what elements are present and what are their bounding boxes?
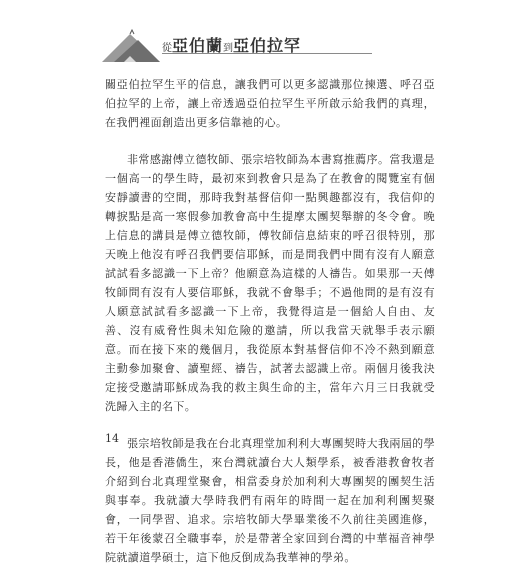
paragraph-chang: 張宗培牧師是我在台北真理堂加利利大專團契時大我兩屆的學長，他是香港僑生，來台灣就讀台大人類學系，被香港教會牧者介紹到台北真理堂聚會，相當委身於加利利大專團契的團契生活與事奉。我就讀大學時我們有兩年的時間一起在加利利團契聚會，一同學習、追求。宗培牧師大學畢業後不久前往美國進修，若干年後蒙召全職事奉，於是帶著全家回到台灣的中華福音神學院就讀道學碩士，這下他反倒成為我華神的學弟。 [105, 437, 435, 564]
title-part2: 亞伯拉罕 [233, 36, 302, 55]
page-number: 14 [105, 432, 119, 445]
body-text [105, 75, 435, 585]
title-mid: 到 [223, 43, 234, 54]
title-part1: 亞伯蘭 [172, 36, 224, 55]
mountain-icon [100, 28, 162, 64]
paragraph-thanks: 非常感謝傅立德牧師、張宗培牧師為本書寫推薦序。當我還是一個高一的學生時，最初來到教會只是為了在教會的閱覽室有個安靜讀書的空間，那時我對基督信仰一點興趣都沒有，我信仰的轉捩點是高一寒假參加教會高中生提摩太團契舉辦的冬令會。晚上信息的講員是傅立德牧師，傅牧師信息結束的呼召很特別，那天晚上他沒有呼召我們要信耶穌，而是問我們中間有沒有人願意試試看多認識一下上帝？他願意為這樣的人禱告。如果那一天傅牧師問有沒有人要信耶穌，我就不會舉手；不過他問的是有沒有人願意試試看多認識一下上帝，我覺得這是一個給人自由、友善、沒有威脅性與未知危險的邀請，所以我當天就舉手表示願意。而在接下來的幾個月，我從原本對基督信仰不冷不熱到願意主動參加聚會、讀聖經、禱告，試著去認識上帝。兩個月後我決定接受邀請耶穌成為我的救主與生命的主，當年六月三日我就受洗歸入主的名下。 [105, 153, 435, 413]
running-header [100, 28, 480, 68]
running-title [162, 33, 301, 56]
paragraph-continued: 關亞伯拉罕生平的信息，讓我們可以更多認識那位揀選、呼召亞伯拉罕的上帝，讓上帝透過亞伯拉罕生平所啟示給我們的真理，在我們裡面創造出更多信靠祂的心。 [105, 78, 435, 129]
title-prefix: 從 [162, 43, 172, 54]
